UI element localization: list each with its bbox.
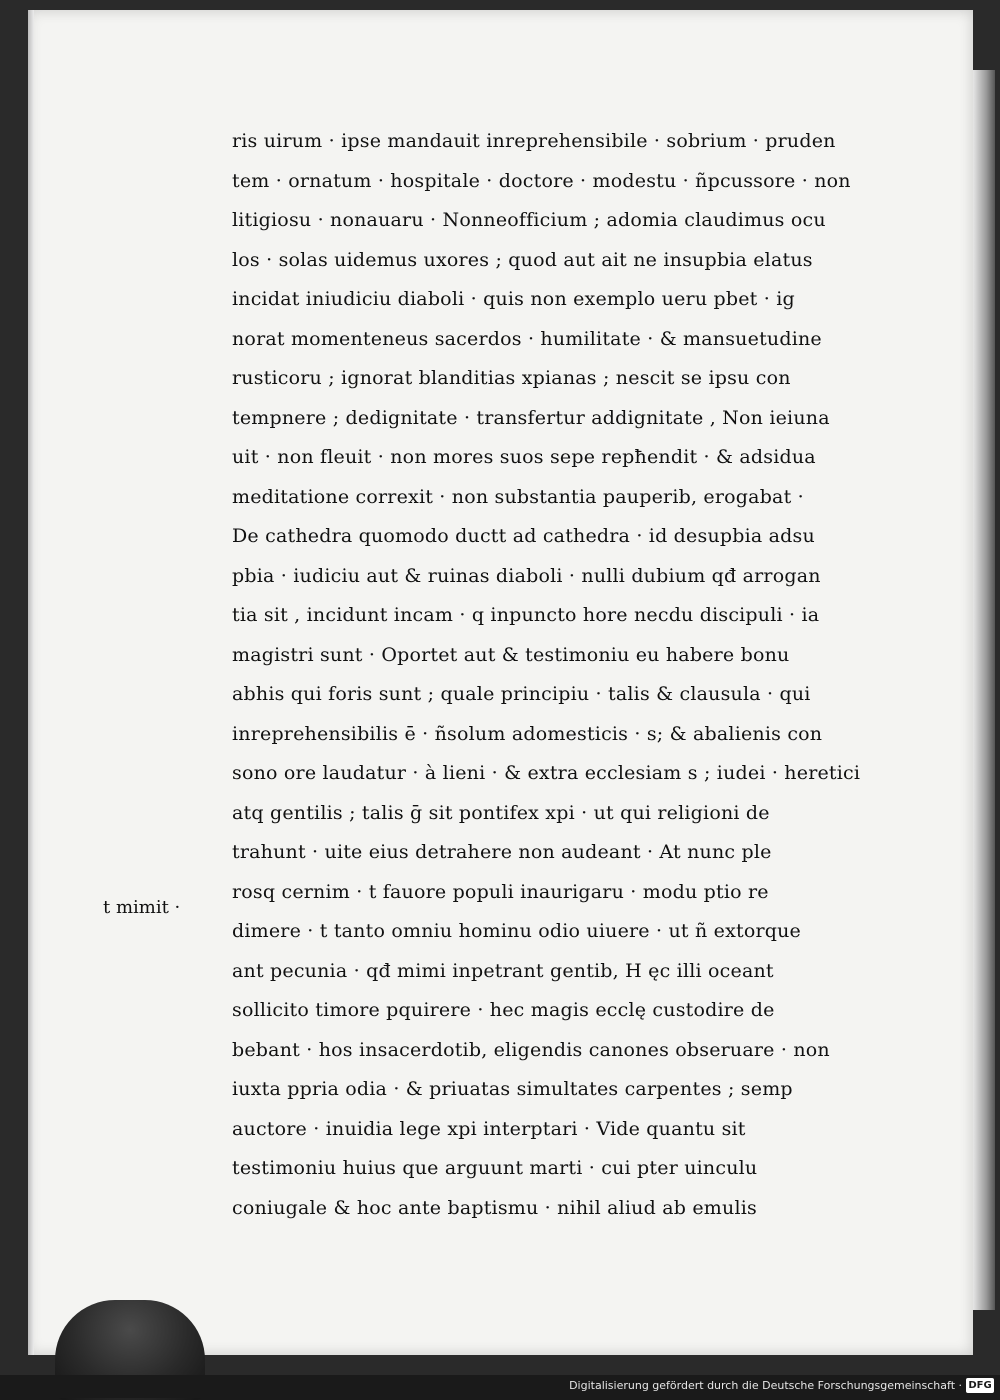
manuscript-text-block (232, 122, 932, 1228)
manuscript-line: uit · non fleuit · non mores suos sepe repħendit · & adsidua (232, 446, 816, 468)
manuscript-line: tempnere ; dedignitate · transfertur addignitate , Non ieiuna (232, 406, 830, 429)
manuscript-line: rosq cernim · t fauore populi inaurigaru · modu ptio re (232, 880, 769, 903)
manuscript-line: testimoniu huius que arguunt marti · cui pter uinculu (232, 1157, 758, 1179)
manuscript-line: auctore · inuidia lege xpi interptari · Vide quantu sit (232, 1117, 746, 1140)
manuscript-line: iuxta ppria odia · & priuatas simultates carpentes ; semp (232, 1078, 793, 1100)
manuscript-line: incidat iniudiciu diaboli · quis non exemplo ueru pbet · ig (232, 288, 795, 310)
manuscript-line: ris uirum · ipse mandauit inreprehensibile · sobrium · pruden (232, 130, 836, 152)
manuscript-line: sono ore laudatur · à lieni · & extra ecclesiam s ; iudei · heretici (232, 762, 861, 784)
manuscript-line: meditatione correxit · non substantia pauperib, erogabat · (232, 485, 804, 508)
page-edge-right (973, 70, 995, 1310)
manuscript-line: atq gentilis ; talis ḡ sit pontifex xpi · ut qui religioni de (232, 801, 770, 824)
manuscript-line: tem · ornatum · hospitale · doctore · modestu · ñpcussore · non (232, 169, 851, 192)
dfg-logo: DFG (966, 1378, 994, 1393)
manuscript-line: bebant · hos insacerdotib, eligendis canones obseruare · non (232, 1038, 830, 1061)
footer-bar (0, 1375, 1000, 1398)
manuscript-line: coniugale & hoc ante baptismu · nihil aliud ab emulis (232, 1196, 757, 1219)
manuscript-line: dimere · t tanto omniu hominu odio uiuere · ut ñ extorque (232, 920, 802, 942)
manuscript-line: abhis qui foris sunt ; quale principiu · talis & clausula · qui (232, 683, 811, 705)
manuscript-line: De cathedra quomodo ductt ad cathedra · id desupbia adsu (232, 525, 815, 547)
manuscript-line: los · solas uidemus uxores ; quod aut ait ne insupbia elatus (232, 248, 813, 271)
manuscript-line: ant pecunia · qđ mimi inpetrant gentib, H ęc illi oceant (232, 959, 774, 982)
manuscript-line: pbia · iudiciu aut & ruinas diaboli · nulli dubium qđ arrogan (232, 564, 821, 587)
manuscript-line: litigiosu · nonauaru · Nonneofficium ; adomia claudimus ocu (232, 209, 826, 231)
manuscript-line: tia sit , incidunt incam · q inpuncto hore necdu discipuli · ia (232, 604, 820, 626)
manuscript-line: norat momenteneus sacerdos · humilitate · & mansuetudine (232, 327, 822, 350)
manuscript-line: inreprehensibilis ē · ñsolum adomesticis · s; & abalienis con (232, 722, 823, 745)
funding-credit: Digitalisierung gefördert durch die Deutsche Forschungsgemeinschaft · (569, 1379, 962, 1392)
margin-note: t mimit · (103, 897, 181, 918)
page-fold-left (28, 10, 34, 1355)
manuscript-line: sollicito timore pquirere · hec magis ecclę custodire de (232, 999, 775, 1021)
manuscript-line: rusticoru ; ignorat blanditias xpianas ; nescit se ipsu con (232, 367, 791, 389)
manuscript-line: trahunt · uite eius detrahere non audeant · At nunc ple (232, 841, 772, 863)
manuscript-line: magistri sunt · Oportet aut & testimoniu eu habere bonu (232, 643, 790, 666)
